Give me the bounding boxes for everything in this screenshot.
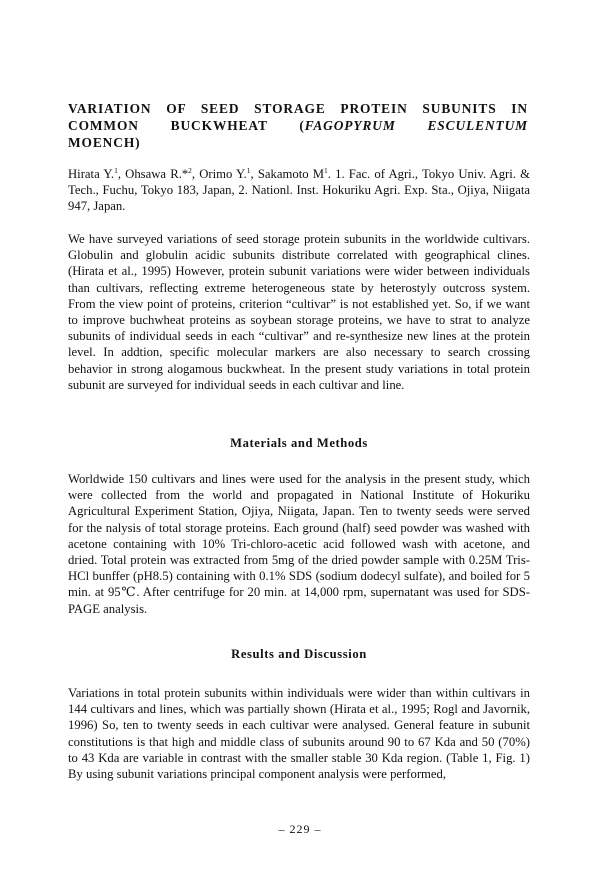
results-paragraph: Variations in total protein subunits within individuals were wider than within cultivars in 144 cultivars and lines, which was partially shown (Hirata et al., 1995; Rogl and Javornik, 1996) So, ten to twenty seeds in each cultivar were analysed. General feature in subunit constitutions is that high and middle class of subunits around 90 to 67 Kda and 50 (70%) to 43 Kda are variable in contrast with the smaller stable 30 Kda region. (Table 1, Fig. 1) By using subunit variations principal component analysis were performed, xyxy=(68,686,530,782)
title-line-2 xyxy=(68,117,528,134)
title-line-2-prefix: COMMON BUCKWHEAT ( xyxy=(68,118,305,133)
author-3-sup: 1 xyxy=(246,165,251,175)
title-line-3: MOENCH) xyxy=(68,135,141,150)
title-species-name: FAGOPYRUM ESCULENTUM xyxy=(304,118,528,133)
author-1-sup: 1 xyxy=(114,165,118,175)
author-2: , Ohsawa R.* xyxy=(117,167,189,181)
author-4: , Sakamoto M xyxy=(250,167,325,181)
affiliations: . 1. Fac. of Agri., Tokyo Univ. Agri. & Tech., Fuchu, Tokyo 183, Japan, 2. Nationl. Inst. Hokuriku Agri. Exp. Sta., Ojiya, Niigata 947, Japan. xyxy=(68,167,530,214)
author-3: , Orimo Y. xyxy=(191,167,247,181)
methods-paragraph: Worldwide 150 cultivars and lines were used for the analysis in the present study, which were collected from the world and propagated in National Institute of Hokuriku Agricultural Experiment Station, Ojiya, Niigata, Japan. Ten to twenty seeds were served for the nalysis of total storage proteins. Each ground (half) seed powder was washed with acetone containing with 10% Tri-chloro-acetic acid followed wash with acetone, and dried. Total protein was extracted from 5mg of the dried powder sample with 0.25M Tris-HCl bunffer (pH8.5) containing with 0.1% SDS (sodium dodecyl sulfate), and boiled for 5 min. at 95℃. After centrifuge for 20 min. at 14,000 rpm, supernatant was used for SDS-PAGE analysis. xyxy=(68,472,530,616)
author-1: Hirata Y. xyxy=(68,167,115,181)
page-number: – 229 – xyxy=(278,822,322,836)
paper-title xyxy=(68,100,528,151)
results-heading: Results and Discussion xyxy=(231,647,367,661)
abstract-paragraph: We have surveyed variations of seed storage protein subunits in the worldwide cultivars. Globulin and globulin acidic subunits distribute correlated with geographical clines. (Hirata et al., 1995) However, protein subunit variations were wider between individuals than cultivars, reflecting extreme heterogeneous state by heterostyly outcross system. From the view point of proteins, criterion “cultivar” is not established yet. So, if we want to improve buchwheat proteins as soybean storage proteins, we have to strat to analyze subunits of individual seeds in each “cultivar” and re-synthesize new lines at the protein level. In addtion, specific molecular markers are also necessary to search crossing behavior in strong alogamous buckwheat. In the present study variations in total protein subunit are surveyed for individual seeds in each cultivar and line. xyxy=(68,232,530,392)
author-affiliations xyxy=(68,166,530,215)
author-4-sup: 1 xyxy=(324,165,328,175)
author-2-sup: 2 xyxy=(188,165,192,175)
title-line-1: VARIATION OF SEED STORAGE PROTEIN SUBUNITS IN xyxy=(68,101,528,116)
methods-heading: Materials and Methods xyxy=(230,436,368,450)
